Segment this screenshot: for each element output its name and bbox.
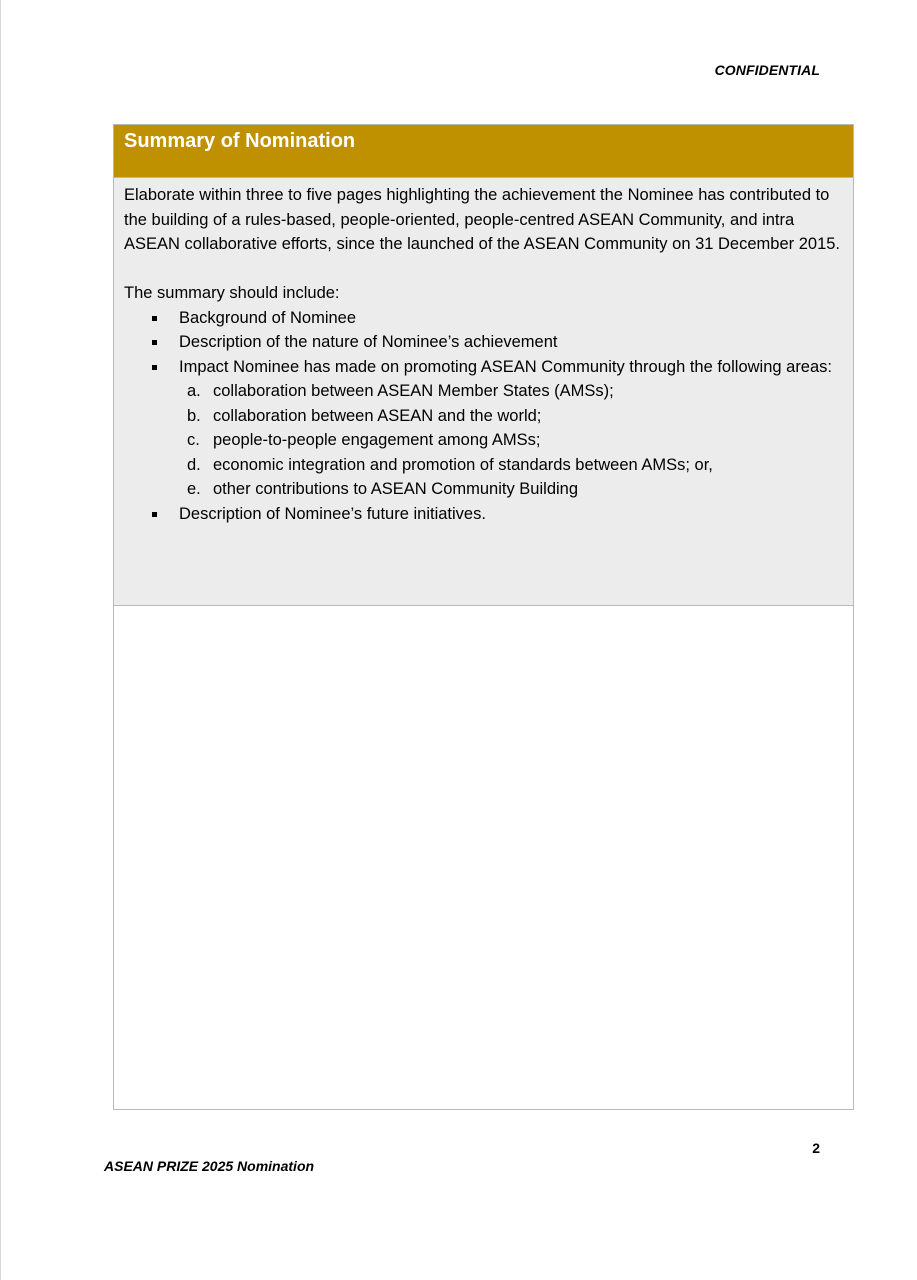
nomination-summary-table bbox=[113, 124, 854, 1110]
sub-list-marker: d. bbox=[187, 455, 201, 474]
sub-list-text: other contributions to ASEAN Community Building bbox=[213, 480, 579, 498]
sub-list-item bbox=[187, 404, 843, 429]
sub-list-text: collaboration between ASEAN and the world; bbox=[213, 406, 542, 425]
section-title: Summary of Nomination bbox=[124, 130, 356, 152]
instructions-panel bbox=[114, 178, 853, 606]
list-item-text: Description of the nature of Nominee’s achievement bbox=[179, 333, 558, 351]
confidential-label: CONFIDENTIAL bbox=[714, 62, 820, 78]
sub-list-marker: b. bbox=[187, 406, 201, 425]
intro-paragraph: Elaborate within three to five pages highlighting the achievement the Nominee has contributed to the building of a rules-based, people-oriented, people-centred ASEAN Community, and intra ASEAN collaborative efforts, since the launched of the ASEAN Community on 31 December 2015. bbox=[124, 186, 841, 253]
list-item bbox=[179, 306, 843, 331]
sub-list-item bbox=[187, 428, 843, 453]
list-item-text: Impact Nominee has made on promoting ASEAN Community through the following areas: bbox=[179, 357, 832, 376]
list-item-text: Background of Nominee bbox=[179, 308, 357, 327]
footer-document-title: ASEAN PRIZE 2025 Nomination bbox=[104, 1158, 315, 1174]
list-item bbox=[179, 330, 843, 355]
list-item bbox=[179, 502, 843, 527]
section-header bbox=[114, 125, 853, 178]
sub-list-item bbox=[187, 453, 843, 478]
list-item bbox=[179, 355, 843, 502]
page-edge bbox=[0, 0, 1, 1280]
sub-list-marker: a. bbox=[187, 382, 201, 400]
bullet-icon bbox=[152, 365, 157, 370]
bullet-icon bbox=[152, 340, 157, 345]
bullet-icon bbox=[152, 512, 157, 517]
sub-list-item bbox=[187, 379, 843, 404]
sub-list-marker: e. bbox=[187, 480, 201, 498]
bullet-icon bbox=[152, 316, 157, 321]
includes-label: The summary should include: bbox=[124, 284, 340, 302]
summary-requirements-list bbox=[124, 306, 843, 527]
sub-list-item bbox=[187, 477, 843, 502]
impact-areas-list bbox=[179, 379, 843, 502]
sub-list-text: economic integration and promotion of standards between AMSs; or, bbox=[213, 455, 713, 474]
summary-response-area[interactable] bbox=[114, 606, 853, 1109]
page-number: 2 bbox=[812, 1140, 820, 1156]
list-item-text: Description of Nominee’s future initiatives. bbox=[179, 504, 486, 523]
sub-list-marker: c. bbox=[187, 431, 200, 449]
sub-list-text: collaboration between ASEAN Member States (AMSs); bbox=[213, 382, 614, 400]
sub-list-text: people-to-people engagement among AMSs; bbox=[213, 431, 541, 449]
